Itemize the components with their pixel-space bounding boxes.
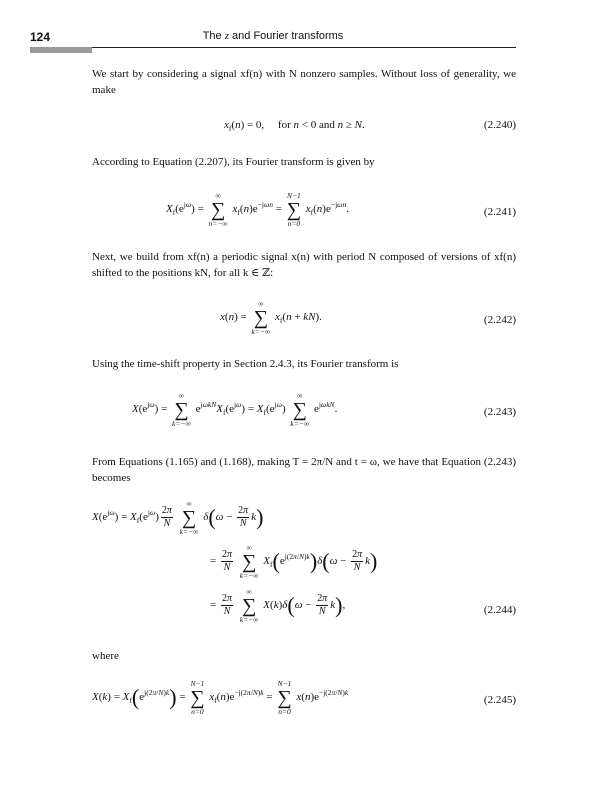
- paragraph-1: We start by considering a signal xf(n) with N nonzero samples. Without loss of generality, we make: [92, 68, 516, 96]
- eq241-body: $X_f(e^{j\omega})$ = ∞ ∑ n=−∞ $x_f(n)e^{-j\omega n}$ = N−1 ∑ n=0 $x_f(n)e^{-j\omega n}$.: [166, 191, 349, 228]
- eq244-number: (2.244): [483, 604, 516, 616]
- paragraph-5: From Equations (1.165) and (1.168), making T = 2π/N and t = ω, we have that Equation (2.243) becomes: [92, 456, 516, 484]
- eq240-body: $x_f(n) = 0$, for n < 0 and n ≥ N.: [224, 119, 365, 133]
- equation-2-241: [92, 192, 516, 232]
- eq243-number: (2.243): [483, 406, 516, 418]
- eq243-body: $X(e^{j\omega})$ = ∞ ∑ k=−∞ $e^{j\omega kN}X_f(e^{j\omega}) = X_f(e^{j\omega})$ ∞ ∑ k=−∞ $e^{j\omega kN}$.: [132, 391, 338, 428]
- paragraph-2: According to Equation (2.207), its Fourier transform is given by: [92, 156, 375, 168]
- paragraph-4: Using the time-shift property in Section 2.4.3, its Fourier transform is: [92, 358, 399, 370]
- eq245-body: $X(k) = X_f(e^{j(2\pi/N)k})$ = N−1 ∑ n=0 $x_f(n)e^{-j(2\pi/N)k}$ = N−1 ∑ n=0 $x(n)e^{-j(2\pi/N)k}$: [92, 679, 349, 716]
- eq244-line-1: $X(e^{j\omega}) = X_f(e^{j\omega})$ $\frac{2\pi}{N}$ ∞ ∑ k=−∞ δ(ω − $\frac{2\pi}{N}$ k): [92, 499, 264, 536]
- header-rule: [92, 47, 516, 48]
- running-title-var: z: [224, 30, 229, 42]
- eq244-line-2: = $\frac{2\pi}{N}$ ∞ ∑ k=−∞ $X_f(e^{j(2\pi/N)k})\delta(\omega$ − $\frac{2\pi}{N}$ k): [210, 543, 378, 580]
- equation-2-243: [92, 392, 516, 432]
- paragraph-6: where: [92, 650, 119, 662]
- header-tab-marker: [30, 47, 92, 53]
- eq244-line-3: = $\frac{2\pi}{N}$ ∞ ∑ k=−∞ X(k)δ(ω − $\frac{2\pi}{N}$ k),: [210, 587, 346, 624]
- eq241-number: (2.241): [483, 206, 516, 218]
- running-title-pre: The: [202, 30, 225, 42]
- equation-2-242: [92, 300, 516, 340]
- eq245-number: (2.245): [483, 694, 516, 706]
- eq240-number: (2.240): [483, 119, 516, 131]
- running-title-post: and Fourier transforms: [228, 30, 344, 42]
- running-title: [30, 30, 516, 42]
- eq242-body: x(n) = ∞ ∑ k=−∞ $x_f(n + kN)$.: [220, 299, 322, 336]
- page-header: [30, 30, 516, 48]
- equation-2-244: [92, 500, 516, 630]
- paragraph-3: Next, we build from xf(n) a periodic signal x(n) with period N composed of versions of xf(n) shifted to the positions kN, for all k ∈ ℤ:: [92, 251, 516, 279]
- equation-2-245: [92, 680, 516, 730]
- page-number: 124: [30, 30, 51, 44]
- eq242-number: (2.242): [483, 314, 516, 326]
